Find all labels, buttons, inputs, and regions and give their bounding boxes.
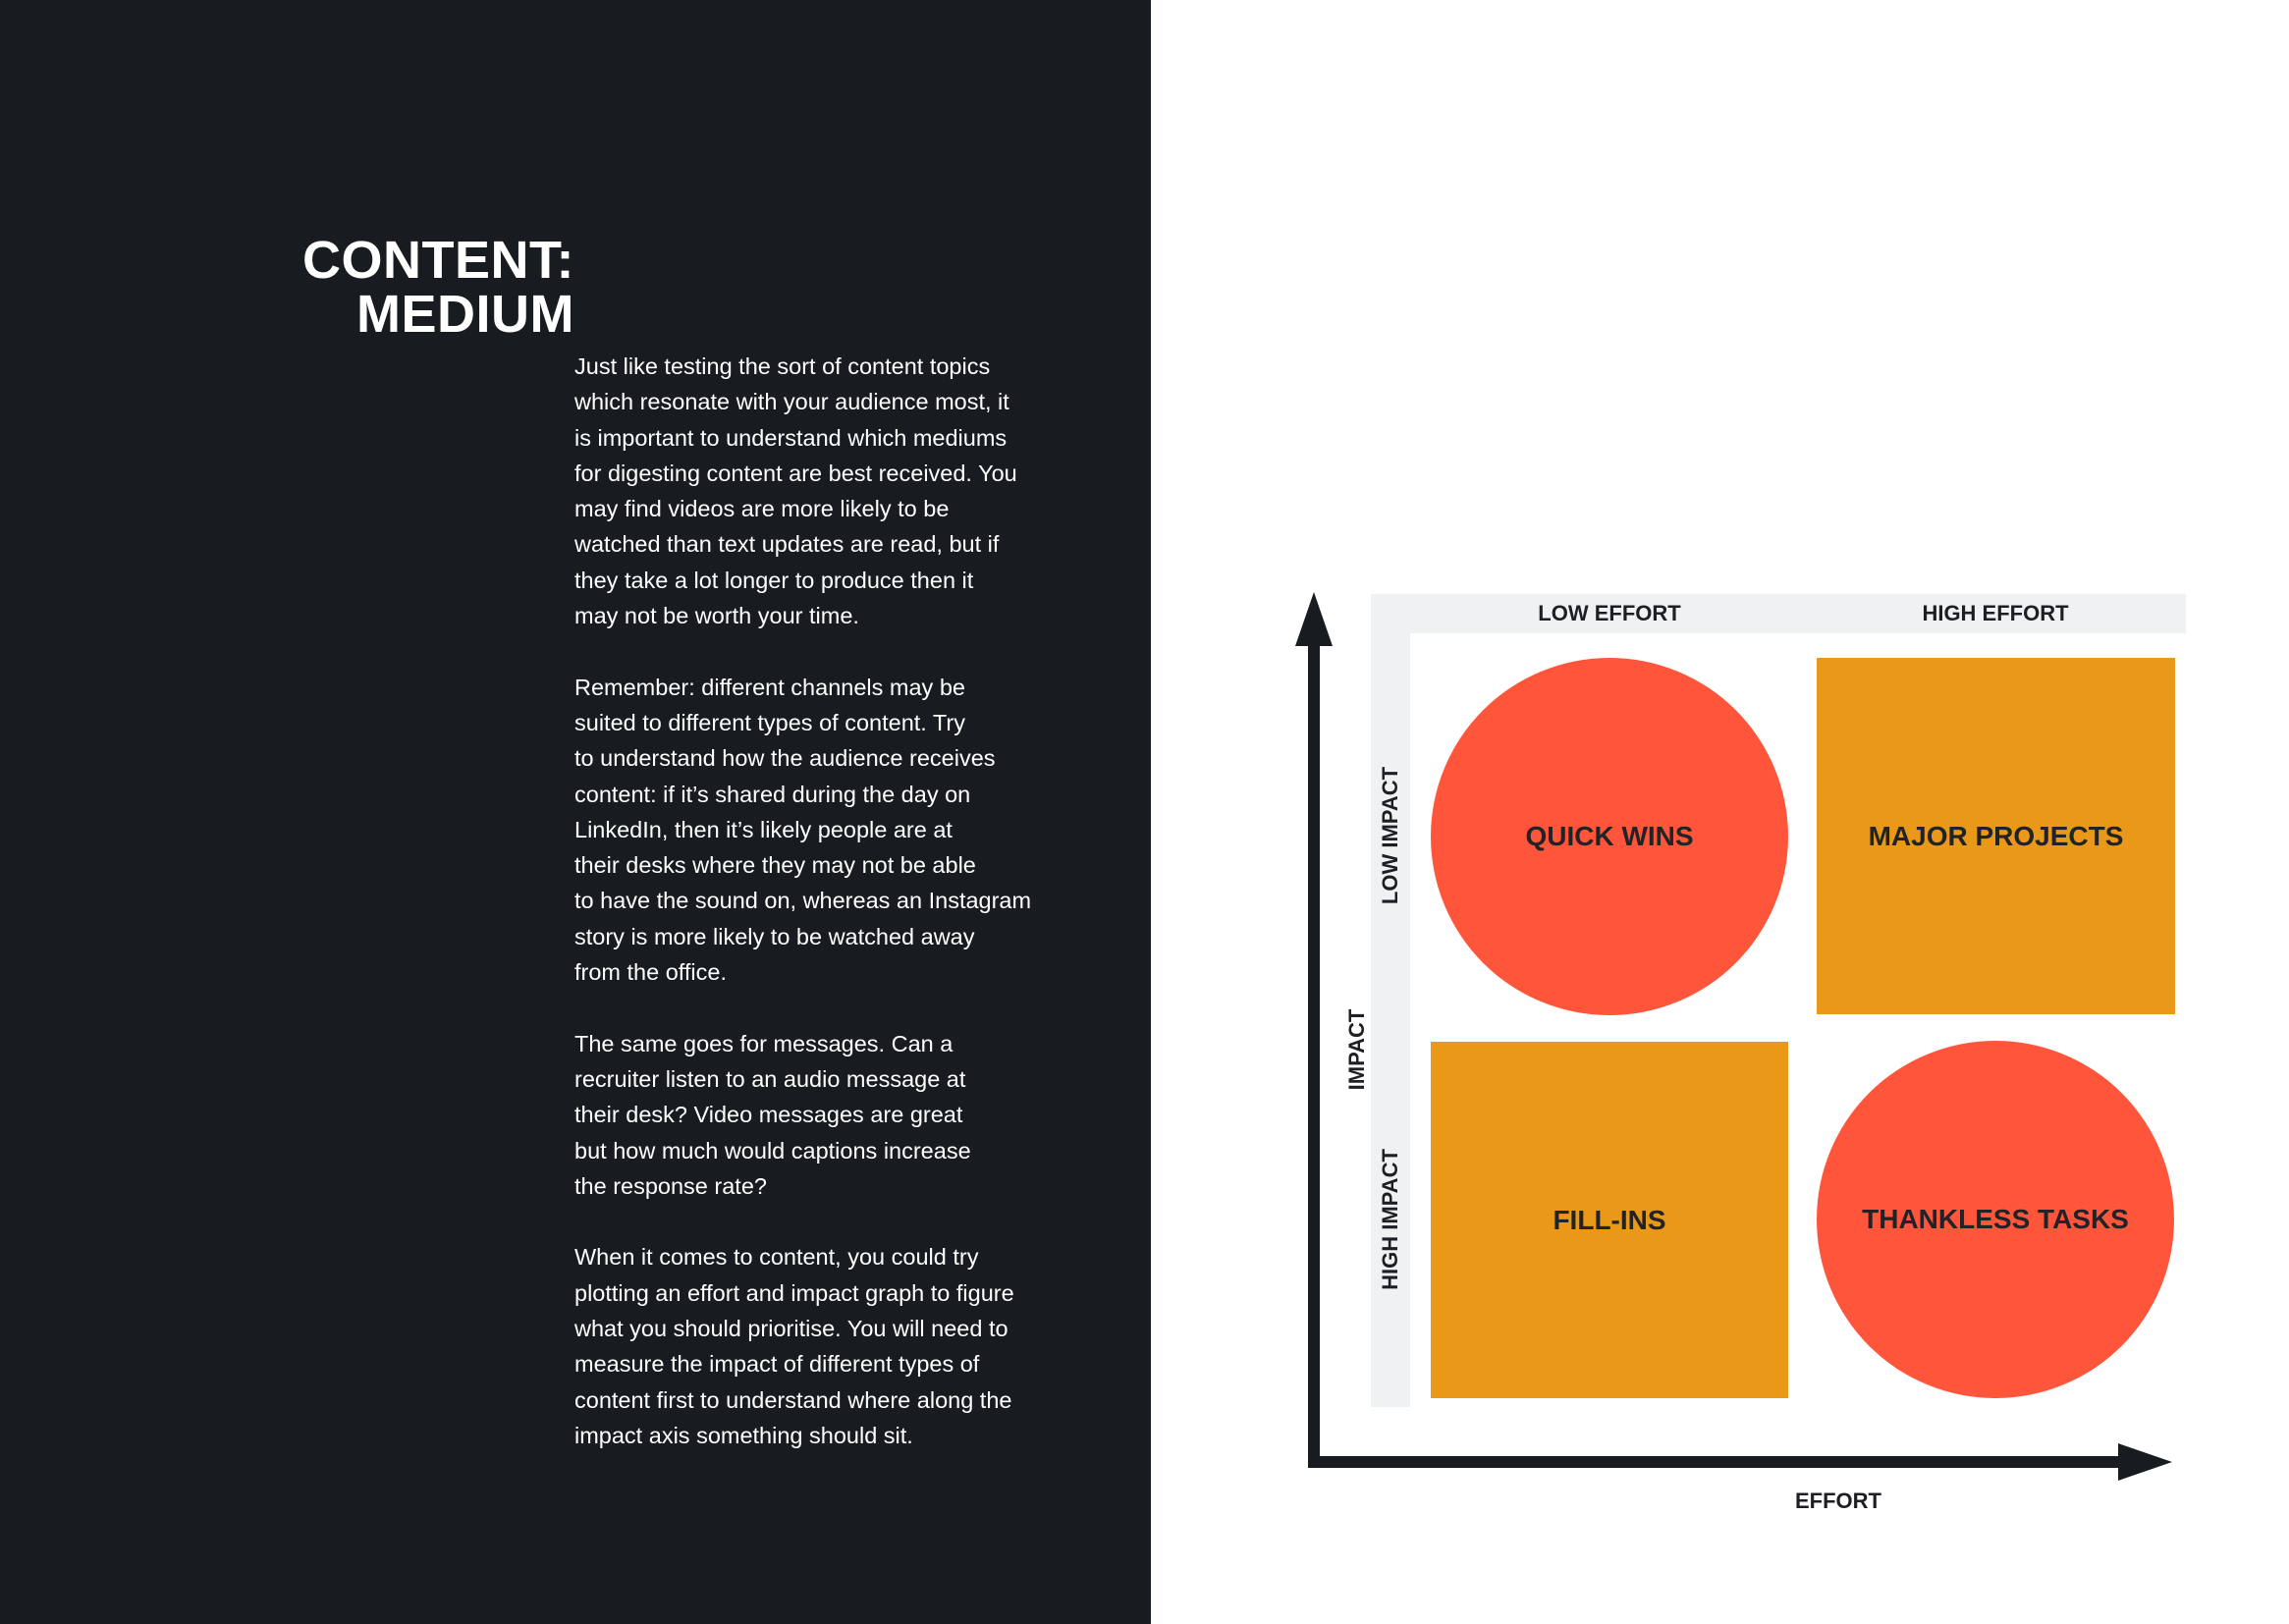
page-title-line-1: CONTENT: xyxy=(302,231,574,290)
text-line: content: if it’s shared during the day on xyxy=(574,781,971,807)
text-line: for digesting content are best received. You xyxy=(574,460,1017,486)
text-line: story is more likely to be watched away xyxy=(574,923,975,949)
row-label-high-impact: HIGH IMPACT xyxy=(1378,1149,1402,1290)
text-line: LinkedIn, then it’s likely people are at xyxy=(574,816,953,842)
paragraph-1 xyxy=(574,349,1056,633)
quadrant-label: QUICK WINS xyxy=(1525,821,1694,851)
text-line: When it comes to content, you could try xyxy=(574,1244,979,1271)
x-axis-title: EFFORT xyxy=(1795,1489,1881,1513)
y-axis-arrowhead xyxy=(1295,592,1333,646)
text-line: may find videos are more likely to be xyxy=(574,496,950,522)
text-line: to have the sound on, whereas an Instagram xyxy=(574,888,1032,914)
text-line: content first to understand where along the xyxy=(574,1386,1012,1413)
quadrant-label: MAJOR PROJECTS xyxy=(1868,820,2124,851)
text-line: from the office. xyxy=(574,959,727,986)
text-line: plotting an effort and impact graph to figure xyxy=(574,1279,1014,1306)
right-panel xyxy=(1151,0,2289,1624)
quadrant-label: THANKLESS TASKS xyxy=(1862,1204,2129,1234)
text-line: the response rate? xyxy=(574,1172,767,1199)
text-line: recruiter listen to an audio message at xyxy=(574,1065,966,1092)
page-title-line-2: MEDIUM xyxy=(356,285,574,344)
text-line: is important to understand which mediums xyxy=(574,424,1008,451)
text-line: Remember: different channels may be xyxy=(574,674,965,700)
paragraph-2 xyxy=(574,670,1056,991)
body-text xyxy=(574,349,1056,1489)
y-axis-title: IMPACT xyxy=(1344,1008,1369,1091)
text-line: The same goes for messages. Can a xyxy=(574,1030,954,1056)
text-line: what you should prioritise. You will need to xyxy=(574,1316,1008,1342)
x-axis-arrowhead xyxy=(2118,1443,2172,1481)
text-line: but how much would captions increase xyxy=(574,1137,971,1164)
paragraph-3 xyxy=(574,1026,1056,1204)
quadrant-label: FILL-INS xyxy=(1553,1204,1666,1235)
text-line: to understand how the audience receives xyxy=(574,745,996,772)
page-title xyxy=(302,231,574,344)
paragraph-4 xyxy=(574,1239,1056,1453)
text-line: impact axis something should sit. xyxy=(574,1422,913,1448)
column-label-high-effort: HIGH EFFORT xyxy=(1922,601,2069,625)
row-label-low-impact: LOW IMPACT xyxy=(1378,766,1402,905)
text-line: watched than text updates are read, but if xyxy=(574,531,1000,558)
effort-impact-matrix xyxy=(1151,0,2289,1624)
axes xyxy=(1151,0,2289,1624)
text-line: may not be worth your time. xyxy=(574,603,859,629)
text-line: suited to different types of content. Try xyxy=(574,709,965,735)
column-label-low-effort: LOW EFFORT xyxy=(1538,601,1681,625)
text-line: measure the impact of different types of xyxy=(574,1351,980,1378)
text-line: their desk? Video messages are great xyxy=(574,1102,963,1128)
text-line: which resonate with your audience most, it xyxy=(574,389,1009,415)
text-line: they take a lot longer to produce then it xyxy=(574,567,974,593)
text-line: their desks where they may not be able xyxy=(574,852,976,879)
text-line: Just like testing the sort of content topics xyxy=(574,353,991,379)
